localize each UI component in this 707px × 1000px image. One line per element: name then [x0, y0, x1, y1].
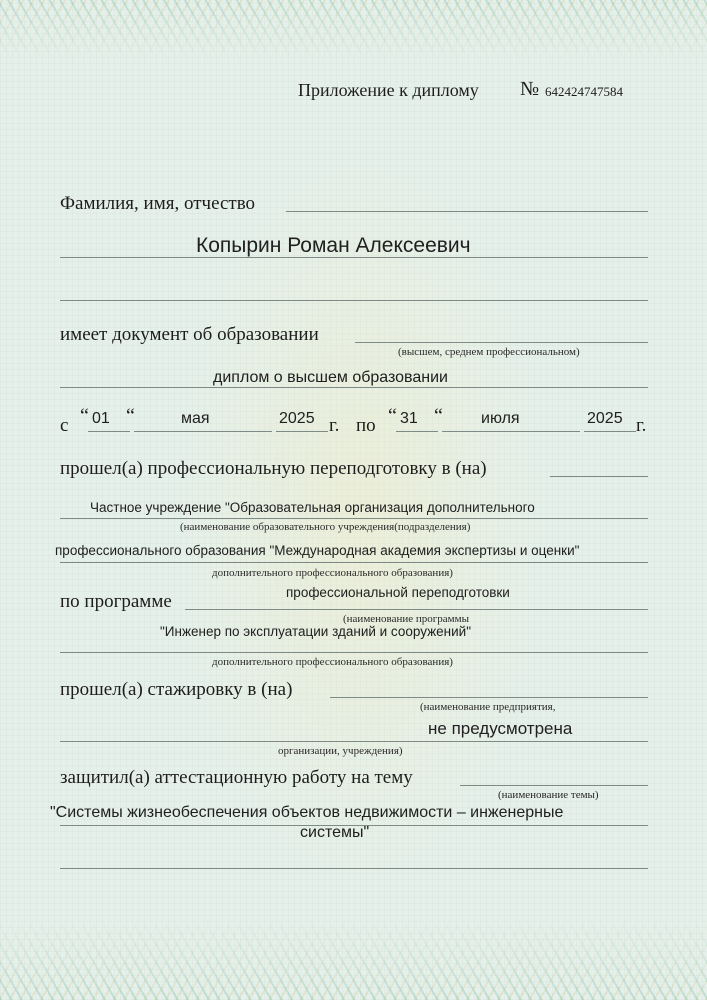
from-year-suffix: г. [329, 415, 340, 436]
institution-line-1: Частное учреждение "Образовательная организация дополнительного [90, 500, 535, 515]
institution-hint-1: (наименование образовательного учреждения(подразделения) [180, 521, 471, 533]
internship-label: прошел(а) стажировку в (на) [60, 679, 293, 700]
institution-line-2: профессионального образования "Международная академия экспертизы и оценки" [55, 543, 580, 558]
internship-value: не предусмотрена [428, 719, 573, 738]
from-month: мая [181, 410, 210, 427]
guilloche-border-top [0, 0, 707, 60]
thesis-line-2: системы" [300, 824, 370, 841]
name-line-3 [60, 300, 648, 301]
guilloche-border-bottom [0, 920, 707, 1000]
thesis-hint: (наименование темы) [498, 789, 599, 801]
education-line [355, 342, 648, 343]
thesis-line-2-rule [60, 868, 648, 869]
from-close-quote: “ [126, 405, 135, 427]
education-label: имеет документ об образовании [60, 324, 319, 345]
retraining-label: прошел(а) профессиональную переподготовку в (на) [60, 458, 487, 479]
program-type: профессиональной переподготовки [286, 585, 510, 600]
program-line [185, 609, 648, 610]
education-hint: (высшем, среднем профессиональном) [398, 346, 580, 358]
from-open-quote: “ [80, 405, 89, 427]
internship-line [330, 697, 648, 698]
internship-value-line [60, 741, 648, 742]
program-hint-1: (наименование программы [343, 613, 469, 625]
header-title: Приложение к диплому [298, 80, 479, 100]
program-label: по программе [60, 591, 172, 612]
name-value: Копырин Роман Алексеевич [196, 234, 471, 257]
institution-line-2-rule [60, 562, 648, 563]
thesis-line [460, 785, 648, 786]
to-day-line [396, 431, 438, 432]
from-year-line [276, 431, 328, 432]
to-day: 31 [400, 410, 418, 427]
institution-hint-2: дополнительного профессионального образования) [212, 567, 453, 579]
to-year-line [584, 431, 636, 432]
diploma-number: 642424747584 [545, 84, 623, 99]
name-label: Фамилия, имя, отчество [60, 193, 256, 214]
to-open-quote: “ [388, 405, 397, 427]
program-name-line [60, 652, 648, 653]
from-day-line [88, 431, 130, 432]
education-value-line [60, 387, 648, 388]
period-from-prefix: с [60, 415, 69, 436]
thesis-label: защитил(а) аттестационную работу на тему [60, 767, 413, 788]
period-to-prefix: по [356, 415, 376, 436]
retraining-line [550, 476, 648, 477]
to-close-quote: “ [434, 405, 443, 427]
from-month-line [134, 431, 272, 432]
to-year: 2025 [587, 410, 623, 427]
institution-line-1-rule [60, 518, 648, 519]
education-value: диплом о высшем образовании [213, 369, 448, 386]
internship-hint-2: организации, учреждения) [278, 745, 403, 757]
to-month-line [442, 431, 580, 432]
thesis-line-1: "Системы жизнеобеспечения объектов недвижимости – инженерные [50, 804, 564, 821]
program-name: "Инженер по эксплуатации зданий и сооружений" [160, 624, 471, 639]
program-hint-2: дополнительного профессионального образования) [212, 656, 453, 668]
name-line-2 [60, 257, 648, 258]
from-year: 2025 [279, 410, 315, 427]
to-year-suffix: г. [636, 415, 647, 436]
name-line-1 [286, 211, 648, 212]
internship-hint-1: (наименование предприятия, [420, 701, 556, 713]
number-sign: № [520, 78, 540, 100]
from-day: 01 [92, 410, 110, 427]
to-month: июля [481, 410, 520, 427]
